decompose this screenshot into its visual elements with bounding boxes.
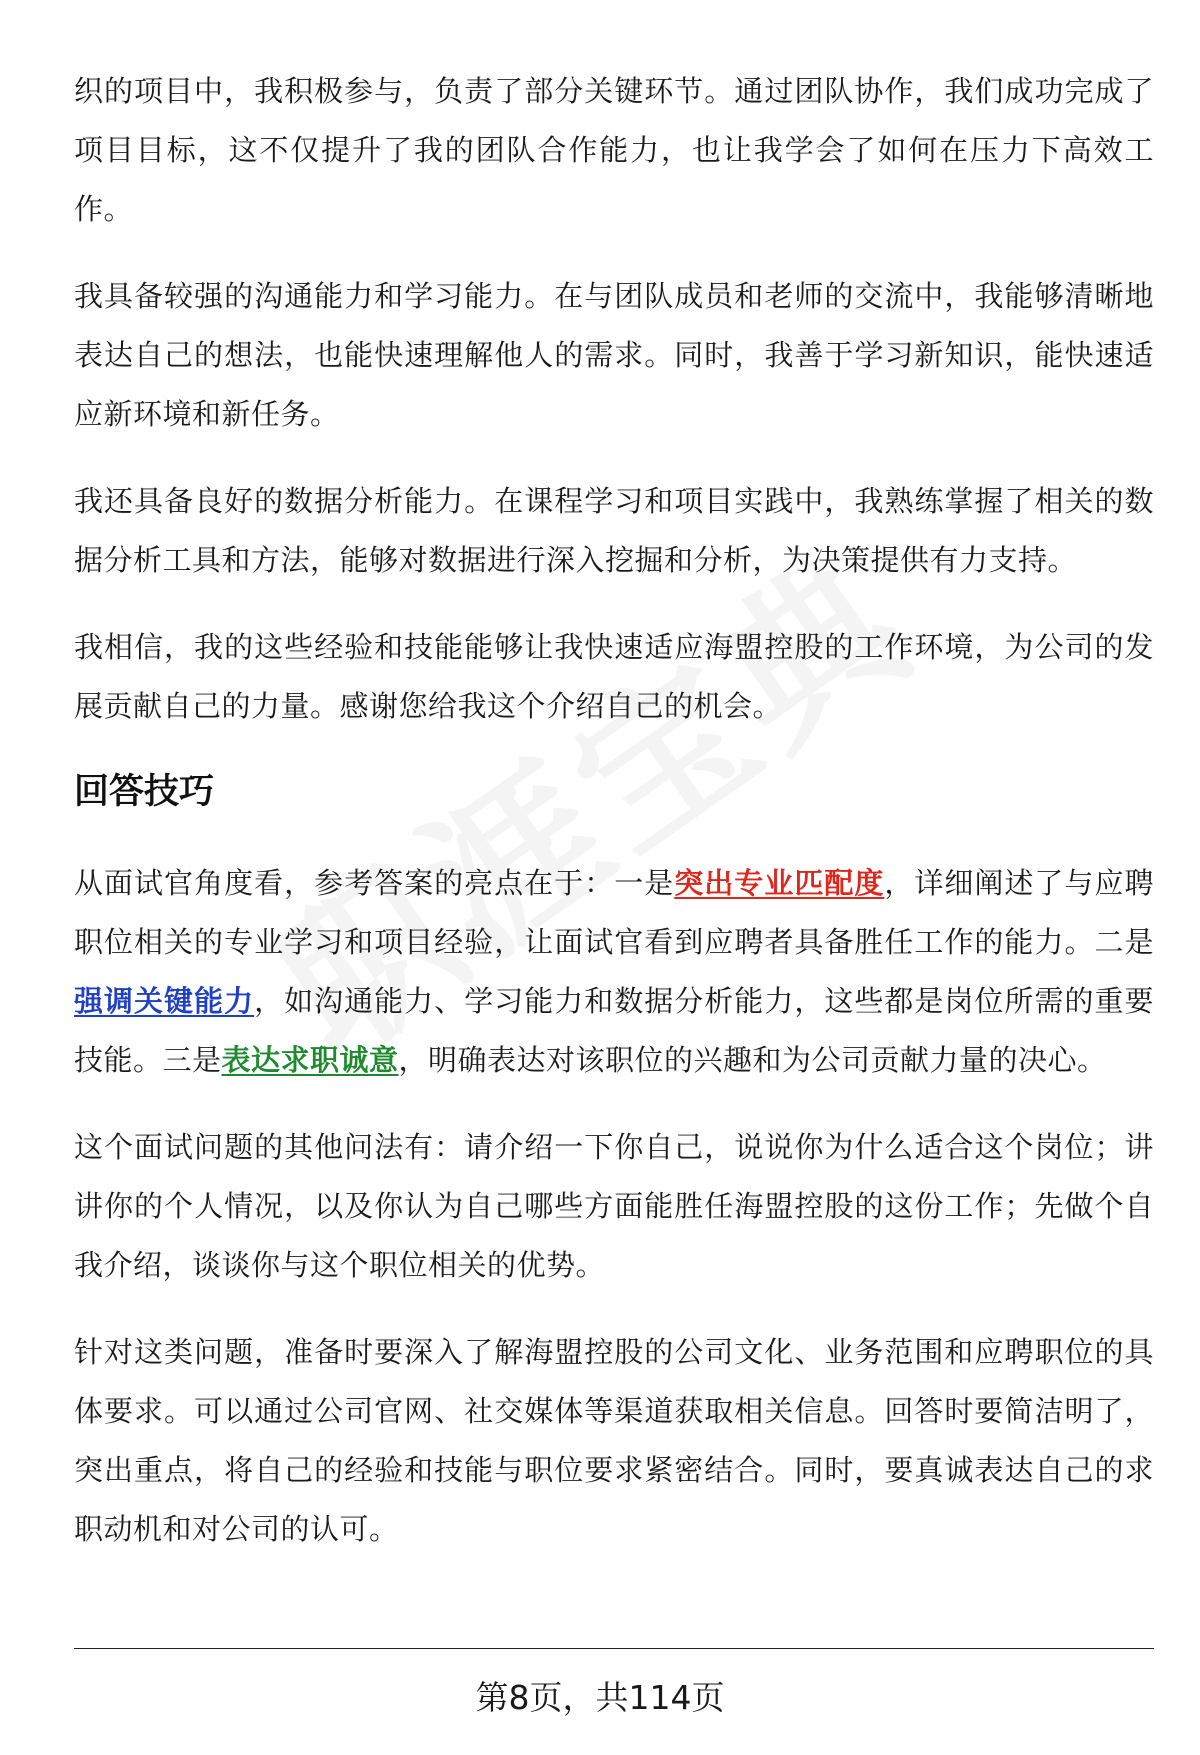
highlight-sincerity: 表达求职诚意 (221, 1043, 399, 1077)
paragraph-preparation-advice: 针对这类问题，准备时要深入了解海盟控股的公司文化、业务范围和应聘职位的具体要求。可以通过公司官网、社交媒体等渠道获取相关信息。回答时要简洁明了，突出重点，将自己的经验和技能与职位要求紧密结合。同时，要真诚表达自己的求职动机和对公司的认可。 (74, 1335, 1154, 1546)
tips-text-3: ，如沟通能力、学习能力和数据分析能力，这些都是岗位所需的重要技能。三是 (74, 984, 1154, 1077)
paragraph-alternative-questions: 这个面试问题的其他问法有：请介绍一下你自己，说说你为什么适合这个岗位；讲讲你的个人情况，以及你认为自己哪些方面能胜任海盟控股的这份工作；先做个自我介绍，谈谈你与这个职位相关的优势。 (74, 1130, 1154, 1282)
paragraph-closing: 我相信，我的这些经验和技能能够让我快速适应海盟控股的工作环境，为公司的发展贡献自己的力量。感谢您给我这个介绍自己的机会。 (74, 630, 1154, 723)
page-number: 第8页，共114页 (475, 1678, 725, 1717)
paragraph-communication-learning: 我具备较强的沟通能力和学习能力。在与团队成员和老师的交流中，我能够清晰地表达自己的想法，也能快速理解他人的需求。同时，我善于学习新知识，能快速适应新环境和新任务。 (74, 279, 1154, 431)
tips-text-1: 从面试官角度看，参考答案的亮点在于：一是 (74, 866, 675, 900)
tips-text-4: ，明确表达对该职位的兴趣和为公司贡献力量的决心。 (398, 1043, 1107, 1077)
paragraph-data-analysis: 我还具备良好的数据分析能力。在课程学习和项目实践中，我熟练掌握了相关的数据分析工具和方法，能够对数据进行深入挖掘和分析，为决策提供有力支持。 (74, 484, 1154, 577)
paragraph-project-experience: 织的项目中，我积极参与，负责了部分关键环节。通过团队协作，我们成功完成了项目目标，这不仅提升了我的团队合作能力，也让我学会了如何在压力下高效工作。 (74, 74, 1154, 226)
footer-divider (74, 1648, 1154, 1649)
highlight-key-abilities: 强调关键能力 (74, 984, 255, 1018)
tips-text-2: ，详细阐述了与应聘职位相关的专业学习和项目经验，让面试官看到应聘者具备胜任工作的能力。二是 (74, 866, 1154, 959)
highlight-professional-match: 突出专业匹配度 (674, 866, 885, 900)
document-page (74, 62, 1154, 1587)
section-title: 回答技巧 (74, 772, 215, 812)
paragraph-tips (74, 854, 1154, 1090)
